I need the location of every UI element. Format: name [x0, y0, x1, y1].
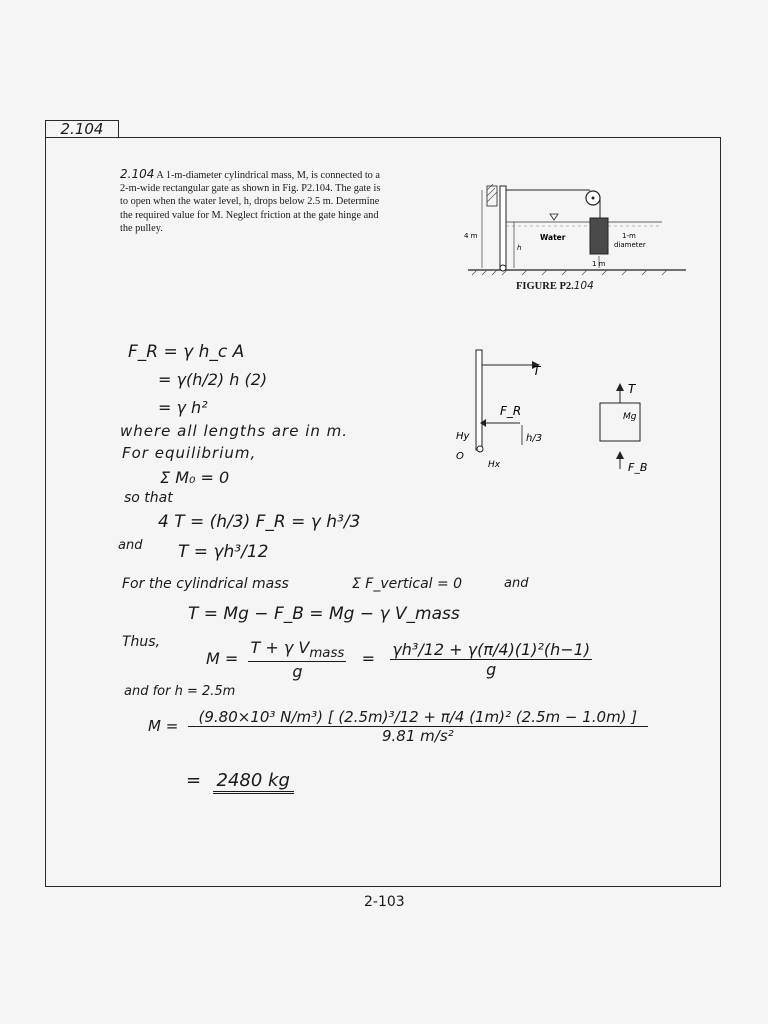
solution-line-11: T = Mg − F_B = Mg − γ V_mass [188, 604, 460, 624]
fbd-Hx: Hx [488, 460, 501, 470]
fbd-FB: F_B [628, 461, 648, 474]
figure-caption [516, 280, 594, 292]
free-body-diagram [440, 345, 680, 480]
solution-line-5: For equilibrium, [122, 444, 257, 462]
solution-line-4: where all lengths are in m. [120, 422, 349, 440]
result-value: 2480 kg [213, 770, 294, 794]
solution-line-9: T = γh³/12 [178, 542, 269, 562]
label-h: h [517, 244, 522, 252]
solution-line-9-lead: and [118, 538, 143, 553]
label-1m: 1 m [592, 260, 606, 268]
solution-line-6: Σ M₀ = 0 [160, 468, 230, 487]
solution-line-10c: and [504, 576, 529, 591]
problem-text: A 1-m-diameter cylindrical mass, M, is connected to a 2-m-wide rectangular gate as shown in Fig. P2.104. The gate is to open when the water level, h, drops below 2.5 m. Determine the required value for M. Neglect friction at the gate hinge and the pulley. [120, 170, 381, 234]
problem-number: 2.104 [120, 167, 155, 181]
fbd-FR: F_R [500, 404, 522, 418]
label-1m-line2: diameter [614, 241, 646, 249]
problem-statement [120, 168, 382, 235]
solution-line-12-lead: Thus, [122, 634, 161, 650]
problem-tag: 2.104 [45, 120, 119, 138]
solution-line-3: = γ h² [158, 398, 208, 417]
fbd-Hy: Hy [456, 431, 470, 442]
solution-line-10a: For the cylindrical mass [122, 576, 289, 592]
numeric-substitution: M = $\frac{\text{(9.80×10³ N/m³) [ (2.5m)³/12 + π/4 (1m)² (2.5m − 1.0m) ]}}{\text{9.81 m/s²}}$ [148, 708, 648, 745]
label-4m: 4 m [464, 232, 478, 240]
page-number: 2-103 [364, 894, 405, 910]
fbd-T-gate: T [533, 364, 541, 378]
label-1m-line1: 1-m [622, 232, 636, 240]
fbd-T-mass: T [628, 382, 636, 396]
mass-equation: M = $\frac{T + \gamma V_{mass}}{g}$ = $\frac{\text{γh³/12 + γ(π/4)(1)²(h−1)}}{g}$ [206, 638, 591, 682]
figure-p2-104 [462, 180, 692, 280]
result-line: = 2480 kg [186, 770, 294, 791]
solution-line-10b: Σ F_vertical = 0 [352, 576, 463, 592]
fbd-O: O [456, 451, 464, 462]
fbd-h3: h/3 [526, 433, 543, 444]
solution-line-13-lead: and for h = 2.5m [124, 684, 236, 699]
fbd-Mg: Mg [623, 412, 637, 422]
label-water: Water [540, 233, 566, 242]
solution-line-7: so that [124, 490, 173, 506]
solution-line-2: = γ(h/2) h (2) [158, 370, 268, 389]
solution-line-8: 4 T = (h/3) F_R = γ h³/3 [158, 512, 361, 532]
figure-caption-prefix: FIGURE P2. [516, 281, 574, 292]
figure-caption-num: 104 [573, 280, 594, 292]
solution-line-1: F_R = γ h_c A [128, 342, 245, 362]
